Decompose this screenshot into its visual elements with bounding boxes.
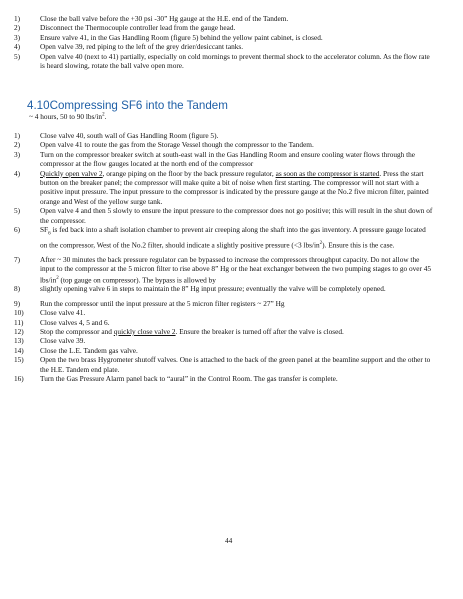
list-item [0, 318, 463, 327]
section-title: Compressing SF6 into the Tandem [49, 99, 228, 112]
list-item [0, 308, 463, 317]
item-number: 13) [14, 336, 24, 346]
list-item [0, 327, 463, 336]
page-number: 44 [225, 536, 233, 545]
item-number: 6) [14, 225, 21, 235]
item-text: Disconnect the Thermocouple controller lead from the gauge head. [40, 23, 236, 33]
list-item [0, 206, 463, 225]
item-text: is fed back into a shaft isolation chamber to prevent air creeping along the shaft into the gas inventory. A pressure gauge located on the compressor, West of the No.2 filter, should indicate a slightly positive pressure (<3 lbs/in [40, 225, 426, 250]
subscript: 6 [48, 231, 51, 237]
item-text: Open the two brass Hygrometer shutoff valves. One is attached to the back of the green panel at the beamline support and the other to the H.E. Tandem end plate. [40, 355, 431, 374]
item-number: 12) [14, 327, 24, 337]
item-text: . Ensure the breaker is turned off after the valve is closed. [175, 327, 344, 337]
item-text: After ~ 30 minutes the back pressure regulator can be bypassed to increase the compressors throughput capacity. Do not allow the input to the compressor at the 5 micron filter to rise above 8” Hg or the heat exchanger between the two pumping stages to go over 45 lbs/in [40, 254, 432, 284]
item-text: Close the L.E. Tandem gas valve. [40, 345, 138, 355]
list-item [0, 140, 463, 149]
item-number: 9) [14, 298, 21, 308]
item-text: Open valve 39, red piping to the left of the grey drier/desiccant tanks. [40, 42, 244, 52]
item-text: Close valve 41. [40, 308, 86, 318]
item-number: 8) [14, 284, 21, 294]
item-number: 14) [14, 345, 24, 355]
item-text: slightly opening valve 6 in steps to maintain the 8” Hg input pressure; eventually the valve will be completely opened. [40, 284, 386, 294]
item-text: ). Ensure this is the case. [322, 240, 395, 250]
item-text: Run the compressor until the input pressure at the 5 micron filter registers ~ 27” Hg [40, 298, 285, 308]
item-text: Ensure valve 41, in the Gas Handling Room (figure 5) behind the yellow paint cabinet, is closed. [40, 32, 323, 42]
underlined-instruction: as soon as the compressor is started [275, 168, 380, 178]
item-number: 7) [14, 254, 21, 264]
item-number: 5) [14, 51, 21, 61]
list-item [0, 355, 463, 374]
list-item [0, 284, 463, 293]
item-text: Stop the compressor and [40, 327, 114, 337]
item-text: SF [40, 225, 49, 235]
item-text: Open valve 40 (next to 41) partially, especially on cold mornings to prevent thermal shock to the accelerator column. As the flow rate is heard slowing, rotate the ball valve open more. [40, 51, 430, 71]
list-item [0, 255, 463, 285]
item-number: 16) [14, 374, 24, 384]
list-item [0, 336, 463, 345]
list-item [0, 52, 463, 71]
item-text: , orange piping on the floor by the back pressure regulator, [102, 168, 276, 178]
list-item [0, 346, 463, 355]
item-number: 11) [14, 317, 24, 327]
procedure-list-venting [0, 14, 463, 70]
section-duration [29, 112, 106, 121]
duration-period: . [104, 112, 107, 121]
item-text: Close valves 4, 5 and 6. [40, 317, 110, 327]
underlined-instruction: quickly close valve 2 [113, 327, 176, 337]
list-item [0, 23, 463, 32]
item-number: 10) [14, 308, 24, 318]
item-number: 3) [14, 32, 21, 42]
underlined-instruction: Quickly open valve 2 [40, 168, 103, 178]
item-number: 2) [14, 140, 21, 150]
item-number: 3) [14, 149, 21, 159]
item-text: Close the ball valve before the +30 psi -30” Hg gauge at the H.E. end of the Tandem. [40, 14, 289, 23]
duration-superscript: 2 [102, 112, 105, 118]
item-text: Close valve 39. [40, 336, 86, 346]
section-heading [27, 99, 228, 112]
duration-text: ~ 4 hours, 50 to 90 lbs/in [29, 112, 103, 121]
item-number: 4) [14, 42, 21, 52]
item-text: Open valve 4 and then 5 slowly to ensure the input pressure to the compressor does not go positive; this will result in the shut down of the compressor. [40, 206, 433, 225]
item-number: 2) [14, 23, 21, 33]
item-text: Turn the Gas Pressure Alarm panel back to “aural” in the Control Room. The gas transfer is complete. [40, 374, 338, 384]
list-item [0, 299, 463, 308]
list-item [0, 131, 463, 140]
list-item [0, 42, 463, 51]
item-number: 5) [14, 206, 21, 216]
superscript: 2 [56, 275, 59, 281]
procedure-list-compressing [0, 131, 463, 383]
item-text: Close valve 40, south wall of Gas Handling Room (figure 5). [40, 131, 219, 140]
item-text: Open valve 41 to route the gas from the Storage Vessel though the compressor to the Tandem. [40, 140, 314, 150]
item-text: . Press the start button on the breaker panel; the compressor will make quite a bit of noise when first starting. The compressor will not start with a positive input pressure. The input pressure to the compressor is indicated by the pressure gauge at the No.2 five micron filter, painted orange and West of the yellow surge tank. [40, 168, 429, 206]
superscript: 2 [319, 240, 323, 246]
item-text: (top gauge on compressor). The bypass is allowed by [58, 274, 216, 284]
section-number: 4.10 [27, 99, 50, 112]
list-item [0, 225, 463, 250]
list-item [0, 14, 463, 23]
item-number: 1) [14, 14, 21, 23]
item-text: Turn on the compressor breaker switch at south-east wall in the Gas Handling Room and ensure cooling water flows through the compressor at the flow gauges located at the north end of the compressor [40, 149, 416, 169]
list-item [0, 150, 463, 169]
item-number: 4) [14, 168, 21, 178]
list-item [0, 169, 463, 207]
list-item [0, 374, 463, 383]
list-item [0, 33, 463, 42]
item-number: 1) [14, 131, 21, 140]
item-number: 15) [14, 355, 24, 365]
